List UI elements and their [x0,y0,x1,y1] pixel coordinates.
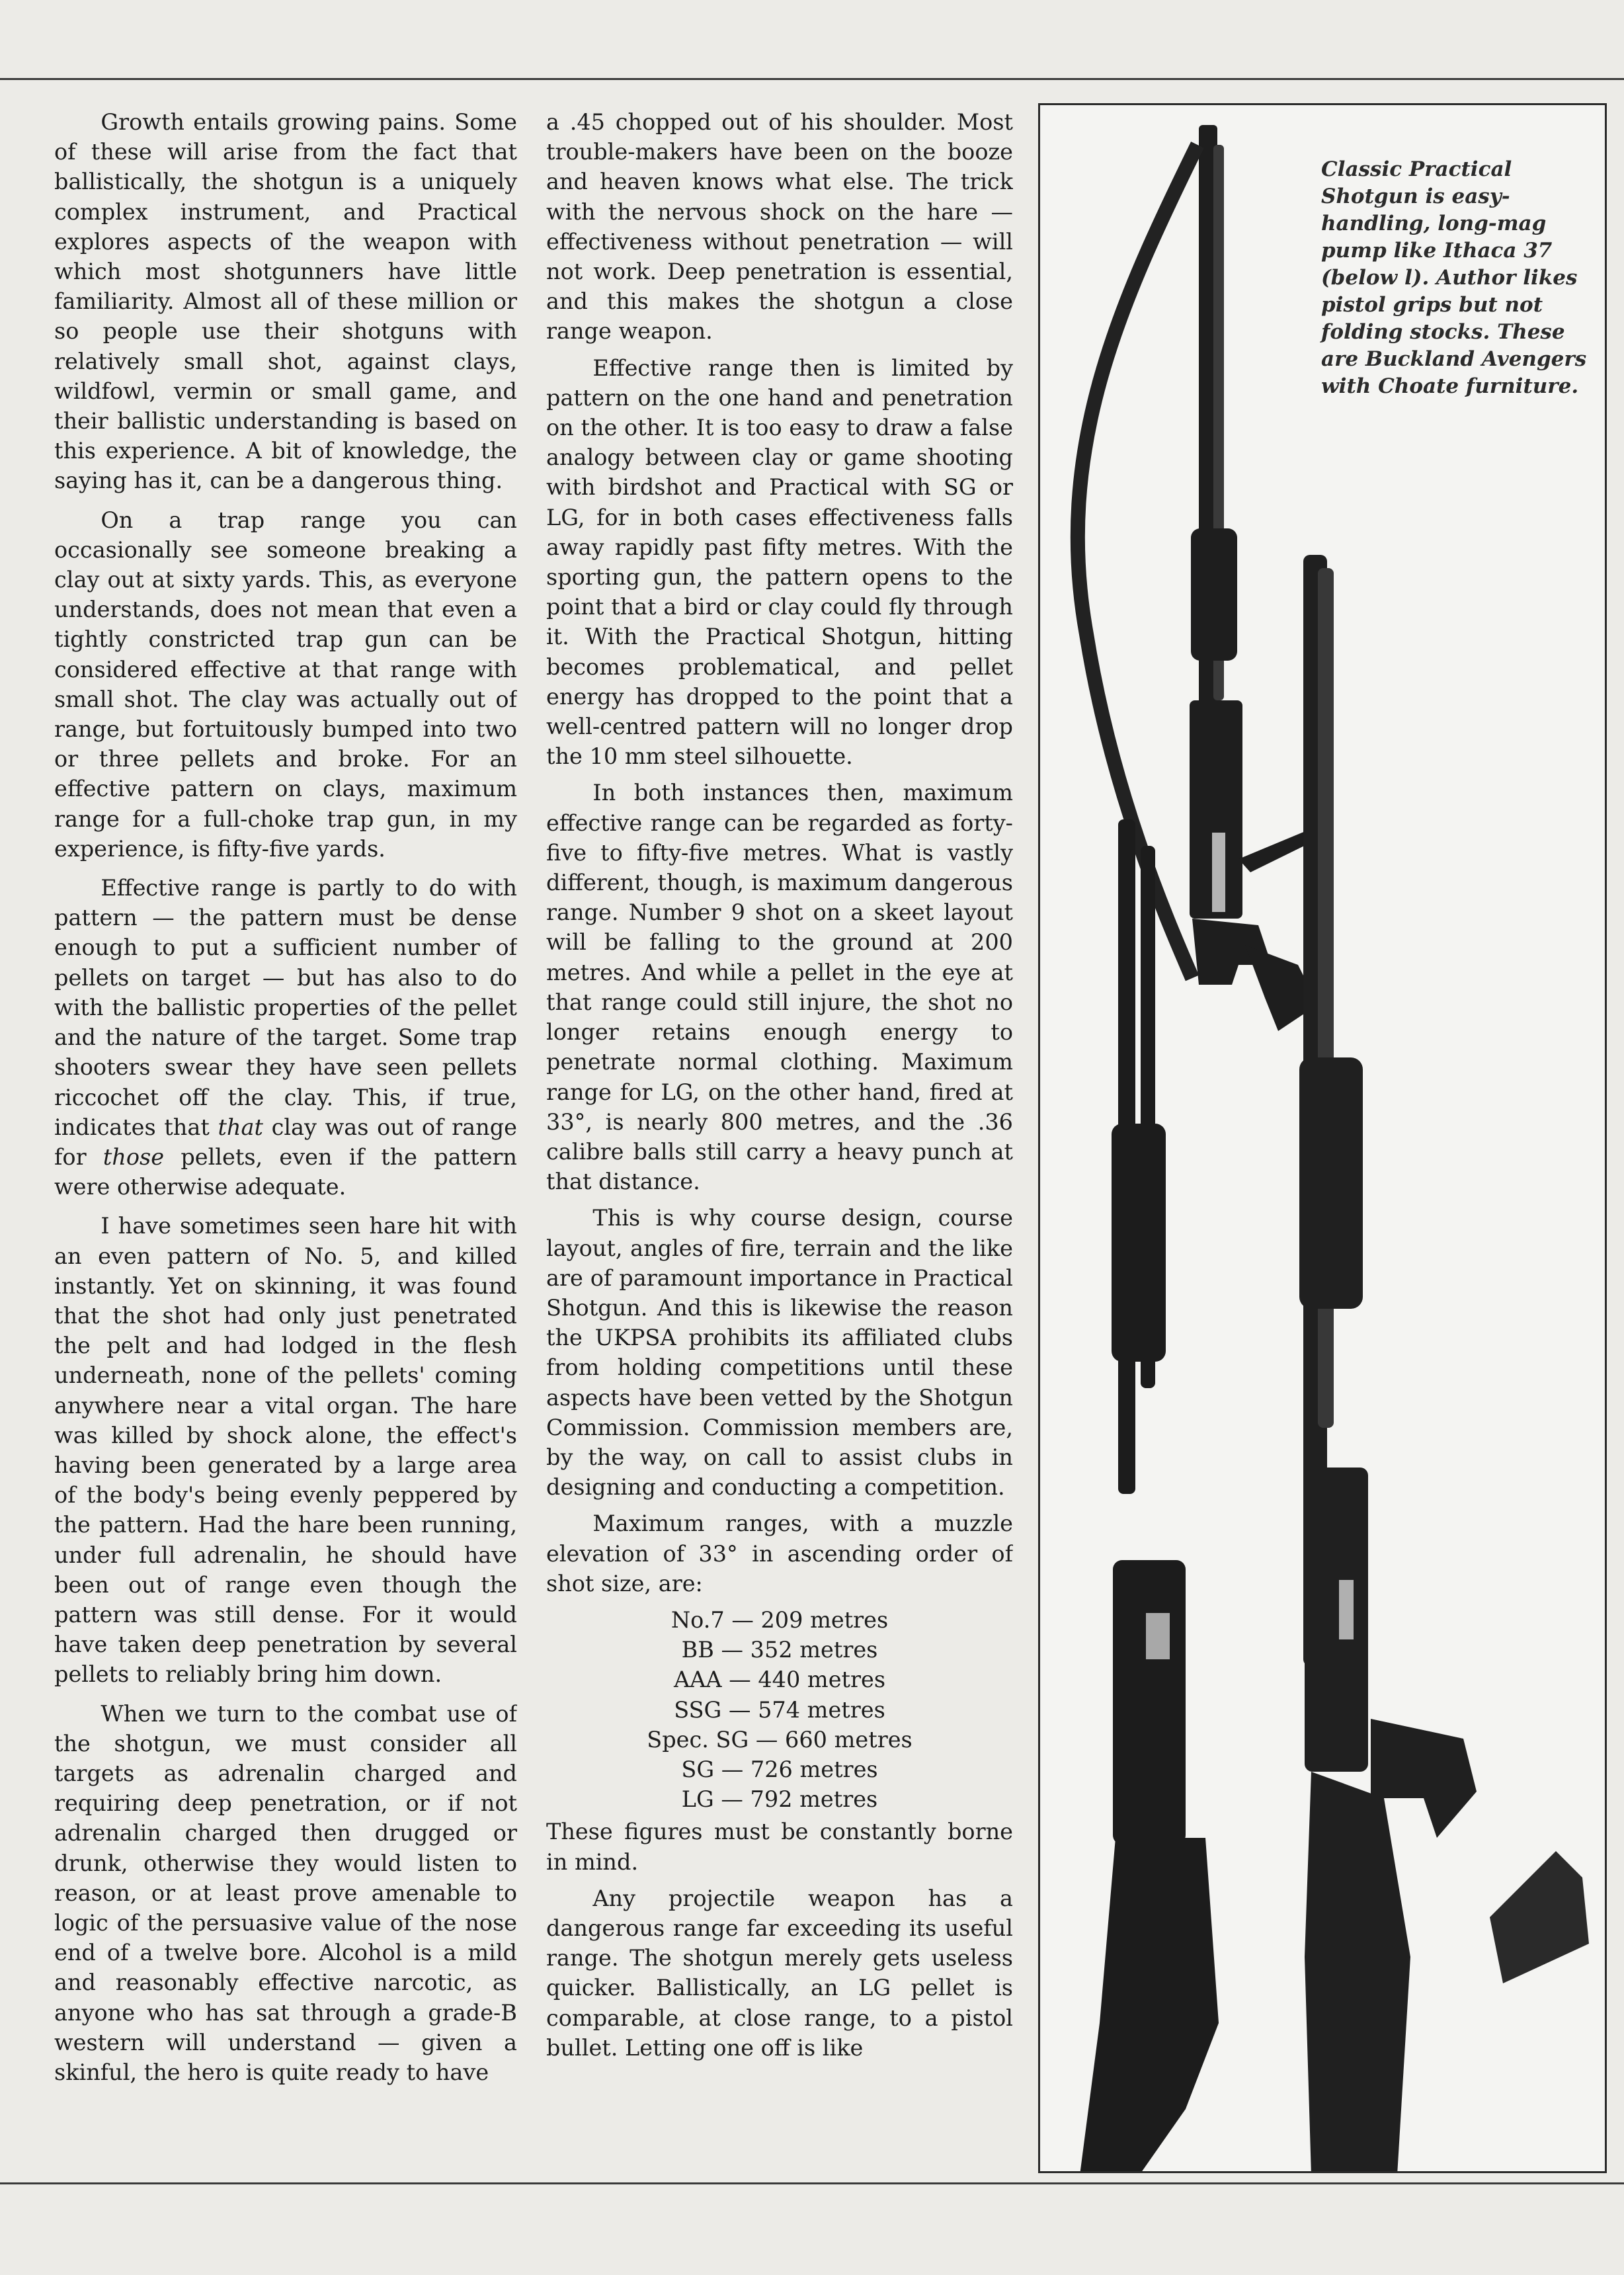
caption-line: Classic Practical [1321,157,1512,181]
emphasis: those [102,1143,165,1170]
paragraph: On a trap range you can occasionally see someone breaking a clay out at sixty yards. This, as everyone understands, does not mean that even a tightly constricted trap gun can be considered effective at that range with small shot. The clay was actually out of range, but fortuitously bumped into two or three pellets and broke. For an effective pattern on clays, maximum range for a full-choke trap gun, in my experience, is fifty-five yards. [54,507,517,862]
right-shotgun [1299,555,1589,2173]
caption-line: are Buckland Avengers [1321,347,1587,371]
range-item: AAA — 440 metres [673,1667,886,1693]
text-run: clay was out of range for [54,1114,517,1170]
bottom-rule [0,2182,1624,2184]
photo-caption [1321,156,1611,400]
paragraph: Growth entails growing pains. Some of these will arise from the fact that ballistically, the shotgun is a uniquely complex instrument, and Practical explores aspects of the weapon with which most shotgunners have little familiarity. Almost all of these million or so people use their shotguns with relatively small shot, against clays, wildfowl, vermin or small game, and their ballistic understanding is based on this experience. A bit of knowledge, the saying has it, can be a dangerous thing. [54,109,517,494]
paragraph [54,873,517,1202]
article-column-1 [54,107,517,2184]
emphasis: that [218,1114,263,1140]
caption-line: with Choate furniture. [1321,374,1579,398]
paragraph: Effective range then is limited by pattern on the one hand and penetration on the other. It is too easy to draw a false analogy between clay or game shooting with birdshot and Practical with SG or LG, for in both cases effectiveness falls away rapidly past fifty metres. With the sporting gun, the pattern opens to the point that a bird or clay could fly through it. With the Practical Shotgun, hitting becomes problematical, and pellet energy has dropped to the point that a well-centred pattern will no longer drop the 10 mm steel silhouette. [546,354,1013,770]
range-item: Spec. SG — 660 metres [647,1726,913,1753]
range-item: SSG — 574 metres [674,1696,885,1723]
caption-line: Shotgun is easy- [1321,185,1510,208]
sling [1078,145,1198,978]
caption-line: (below l). Author likes [1321,266,1578,290]
paragraph: a .45 chopped out of his shoulder. Most trouble-makers have been on the booze and heaven knows what else. The trick with the nervous shock on the hare — effectiveness without penetration — will not work. Deep penetration is essential, and this makes the shotgun a close range weapon. [546,109,1013,345]
caption-line: pump like Ithaca 37 [1321,239,1553,263]
paragraph: This is why course design, course layout, angles of fire, terrain and the like are of paramount importance in Practical Shotgun. And this is likewise the reason the UKPSA prohibits its affiliated clubs from holding competitions until these aspects have been vetted by the Shotgun Commission. Commission members are, by the way, on call to assist clubs in designing and conducting a competition. [546,1205,1013,1501]
paragraph: Maximum ranges, with a muzzle elevation of 33° in ascending order of shot size, are: [546,1510,1013,1596]
range-item: BB — 352 metres [681,1637,878,1663]
caption-line: handling, long-mag [1321,212,1547,235]
shotgun-photo [1038,103,1607,2173]
paragraph: When we turn to the combat use of the shotgun, we must consider all targets as adrenalin charged and requiring deep penetration, or if not adrenalin charged then drugged or drunk, otherwise they would listen to reason, or at least prove amenable to logic of the persuasive value of the nose end of a twelve bore. Alcohol is a mild and reasonably effective narcotic, as anyone who has sat through a grade-B western will understand — given a skinful, the hero is quite ready to have [54,1700,517,2085]
text-run: pellets, even if the pattern were otherwise adequate. [54,1143,517,1200]
top-rule [0,78,1624,80]
range-item: SG — 726 metres [681,1756,878,1782]
caption-line: folding stocks. These [1321,320,1565,344]
range-item: No.7 — 209 metres [670,1606,889,1633]
article-column-2 [546,107,1013,2184]
paragraph: I have sometimes seen hare hit with an even pattern of No. 5, and killed instantly. Yet on skinning, it was found that the shot had only just penetrated the pelt and had lodged in the flesh underneath, none of the pellets' coming anywhere near a vital organ. The hare was killed by shock alone, the effect's having been generated by a large area of the body's being evenly peppered by the pattern. Had the hare been running, under full adrenalin, he should have been out of range even though the pattern was still dense. For it would have taken deep penetration by several pellets to reliably bring him down. [54,1213,517,1688]
range-list [546,1605,1013,1814]
paragraph: These figures must be constantly borne in mind. [546,1819,1013,1875]
caption-line: pistol grips but not [1321,293,1543,317]
paragraph: In both instances then, maximum effective range can be regarded as forty-five to fifty-five metres. What is vastly different, though, is maximum dangerous range. Number 9 shot on a skeet layout will be falling to the ground at 200 metres. And while a pellet in the eye at that range could still injure, the shot no longer retains enough energy to penetrate normal clothing. Maximum range for LG, on the other hand, fired at 33°, is nearly 800 metres, and the .36 calibre balls still carry a heavy punch at that distance. [546,780,1013,1195]
shotgun-illustration [1040,105,1607,2173]
left-shotgun [1080,819,1219,2173]
paragraph: Any projectile weapon has a dangerous range far exceeding its useful range. The shotgun merely gets useless quicker. Ballistically, an LG pellet is comparable, at close range, to a pistol bullet. Letting one off is like [546,1885,1013,2061]
text-run: Effective range is partly to do with pattern — the pattern must be dense enough to put a sufficient number of pellets on target — but has also to do with the ballistic properties of the pellet and the nature of the target. Some trap shooters swear they have seen pellets riccochet off the clay. This, if true, indicates that [54,875,517,1140]
range-item: LG — 792 metres [681,1786,878,1813]
